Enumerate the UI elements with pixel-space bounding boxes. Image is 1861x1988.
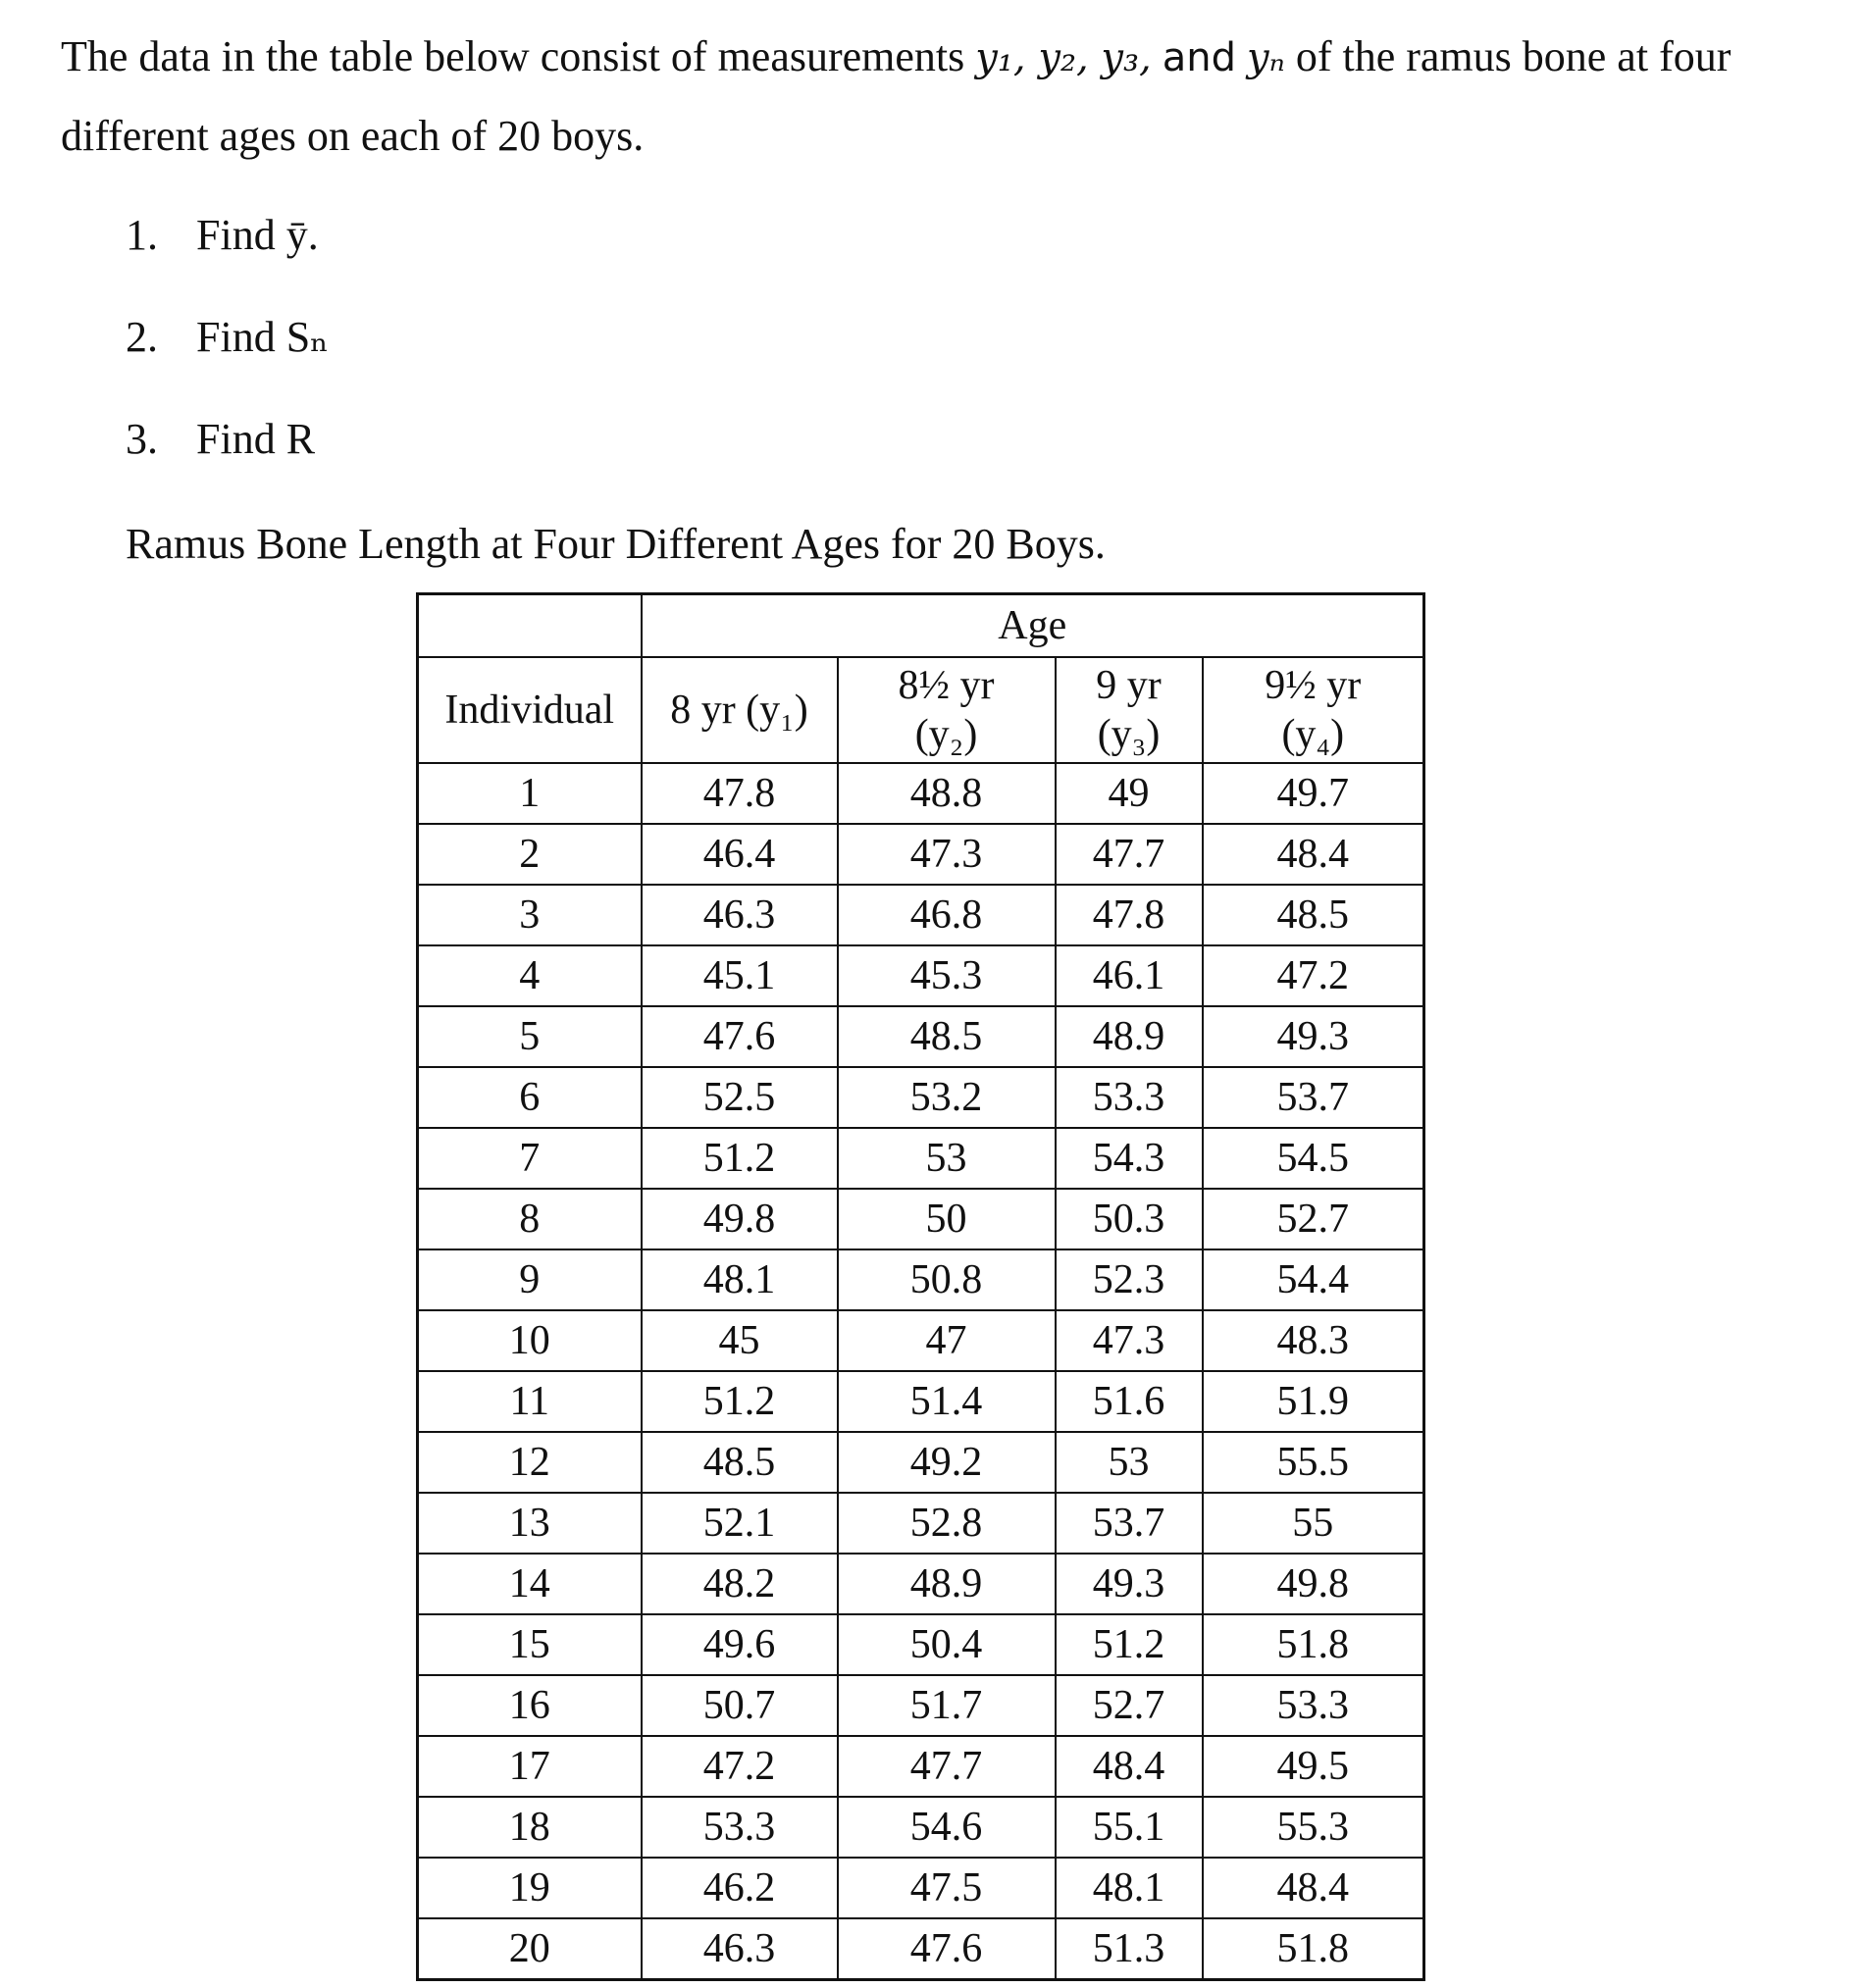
table-row [418, 1310, 1424, 1371]
cell-individual: 7 [418, 1128, 642, 1189]
table-row [418, 1736, 1424, 1797]
cell-individual: 10 [418, 1310, 642, 1371]
cell-9yr: 49.3 [1056, 1554, 1203, 1614]
cell-9-5yr: 52.7 [1203, 1189, 1424, 1249]
cell-individual: 5 [418, 1006, 642, 1067]
cell-9yr: 48.1 [1056, 1858, 1203, 1918]
cell-9yr: 55.1 [1056, 1797, 1203, 1858]
cell-individual: 11 [418, 1371, 642, 1432]
cell-8yr: 45 [642, 1310, 838, 1371]
cell-9yr: 46.1 [1056, 945, 1203, 1006]
table-row [418, 885, 1424, 945]
table-row [418, 763, 1424, 824]
table-caption: Ramus Bone Length at Four Different Ages for 20 Boys. [126, 520, 1106, 568]
cell-8yr: 52.5 [642, 1067, 838, 1128]
cell-9yr: 52.3 [1056, 1249, 1203, 1310]
cell-9yr: 47.3 [1056, 1310, 1203, 1371]
cell-9yr: 51.6 [1056, 1371, 1203, 1432]
cell-8yr: 51.2 [642, 1371, 838, 1432]
cell-individual: 1 [418, 763, 642, 824]
question-item [126, 201, 329, 303]
header-9-5yr-line1: 9½ yr [1265, 663, 1362, 708]
header-individual: Individual [418, 657, 642, 763]
cell-9-5yr: 47.2 [1203, 945, 1424, 1006]
cell-9yr: 51.2 [1056, 1614, 1203, 1675]
cell-9yr: 53.3 [1056, 1067, 1203, 1128]
cell-8-5yr: 51.4 [838, 1371, 1056, 1432]
cell-9-5yr: 48.3 [1203, 1310, 1424, 1371]
table-row [418, 1858, 1424, 1918]
cell-9yr: 48.4 [1056, 1736, 1203, 1797]
cell-9-5yr: 55.3 [1203, 1797, 1424, 1858]
header-9yr-line1: 9 yr [1096, 663, 1162, 708]
cell-9-5yr: 49.8 [1203, 1554, 1424, 1614]
header-8-5yr-line2: (y₂) [914, 712, 978, 757]
cell-individual: 20 [418, 1918, 642, 1980]
table-row [418, 1249, 1424, 1310]
cell-8yr: 49.8 [642, 1189, 838, 1249]
cell-9yr: 47.8 [1056, 885, 1203, 945]
cell-8-5yr: 50.8 [838, 1249, 1056, 1310]
header-9yr [1056, 657, 1203, 763]
cell-8-5yr: 54.6 [838, 1797, 1056, 1858]
header-9-5yr-line2: (y₄) [1281, 712, 1345, 757]
cell-9-5yr: 51.8 [1203, 1614, 1424, 1675]
table-group-header-row [418, 594, 1424, 658]
cell-9-5yr: 49.5 [1203, 1736, 1424, 1797]
cell-9yr: 50.3 [1056, 1189, 1203, 1249]
cell-9-5yr: 53.7 [1203, 1067, 1424, 1128]
cell-8yr: 45.1 [642, 945, 838, 1006]
table-row [418, 1493, 1424, 1554]
cell-9yr: 49 [1056, 763, 1203, 824]
cell-8-5yr: 53.2 [838, 1067, 1056, 1128]
table-row [418, 1554, 1424, 1614]
cell-8yr: 53.3 [642, 1797, 838, 1858]
intro-text-start: The data in the table below consist of measurements [61, 32, 976, 80]
question-number: 3. [126, 415, 158, 463]
cell-8-5yr: 49.2 [838, 1432, 1056, 1493]
cell-8yr: 48.5 [642, 1432, 838, 1493]
cell-9-5yr: 51.8 [1203, 1918, 1424, 1980]
header-9yr-line2: (y₃) [1097, 712, 1161, 757]
intro-text-end: of the ramus bone at four different ages on each of 20 boys. [61, 32, 1732, 160]
cell-individual: 12 [418, 1432, 642, 1493]
math-variables: y₁, y₂, y₃, [975, 35, 1152, 80]
header-8yr: 8 yr (y₁) [642, 657, 838, 763]
cell-8-5yr: 52.8 [838, 1493, 1056, 1554]
table-row [418, 1614, 1424, 1675]
table-row [418, 1797, 1424, 1858]
cell-8-5yr: 46.8 [838, 885, 1056, 945]
cell-individual: 19 [418, 1858, 642, 1918]
cell-individual: 2 [418, 824, 642, 885]
cell-8-5yr: 48.5 [838, 1006, 1056, 1067]
table-row [418, 1371, 1424, 1432]
cell-9-5yr: 54.5 [1203, 1128, 1424, 1189]
question-text: Find R [196, 415, 316, 463]
cell-8yr: 51.2 [642, 1128, 838, 1189]
cell-8yr: 47.8 [642, 763, 838, 824]
question-list [126, 201, 329, 507]
question-number: 2. [126, 313, 158, 361]
intro-and-word: and [1162, 35, 1237, 80]
cell-8yr: 46.4 [642, 824, 838, 885]
cell-8-5yr: 45.3 [838, 945, 1056, 1006]
header-8-5yr-line1: 8½ yr [898, 663, 995, 708]
table-row [418, 1189, 1424, 1249]
cell-8yr: 52.1 [642, 1493, 838, 1554]
cell-individual: 3 [418, 885, 642, 945]
cell-8-5yr: 53 [838, 1128, 1056, 1189]
cell-8yr: 48.2 [642, 1554, 838, 1614]
question-number: 1. [126, 211, 158, 259]
table-row [418, 1675, 1424, 1736]
cell-9-5yr: 49.3 [1203, 1006, 1424, 1067]
cell-8-5yr: 50 [838, 1189, 1056, 1249]
cell-8-5yr: 50.4 [838, 1614, 1056, 1675]
question-item [126, 303, 329, 405]
cell-9-5yr: 55.5 [1203, 1432, 1424, 1493]
table-row [418, 824, 1424, 885]
cell-8-5yr: 51.7 [838, 1675, 1056, 1736]
cell-individual: 16 [418, 1675, 642, 1736]
cell-9-5yr: 54.4 [1203, 1249, 1424, 1310]
cell-8yr: 48.1 [642, 1249, 838, 1310]
cell-8-5yr: 47.5 [838, 1858, 1056, 1918]
cell-9-5yr: 49.7 [1203, 763, 1424, 824]
cell-9yr: 52.7 [1056, 1675, 1203, 1736]
cell-9yr: 54.3 [1056, 1128, 1203, 1189]
cell-9yr: 51.3 [1056, 1918, 1203, 1980]
cell-8yr: 46.2 [642, 1858, 838, 1918]
cell-individual: 17 [418, 1736, 642, 1797]
table-header-row [418, 657, 1424, 763]
cell-individual: 15 [418, 1614, 642, 1675]
cell-individual: 8 [418, 1189, 642, 1249]
question-text: Find ȳ. [196, 211, 319, 259]
cell-individual: 13 [418, 1493, 642, 1554]
cell-8yr: 46.3 [642, 885, 838, 945]
cell-individual: 6 [418, 1067, 642, 1128]
cell-9-5yr: 51.9 [1203, 1371, 1424, 1432]
intro-paragraph [61, 18, 1827, 176]
cell-8yr: 49.6 [642, 1614, 838, 1675]
cell-9yr: 47.7 [1056, 824, 1203, 885]
cell-9yr: 53.7 [1056, 1493, 1203, 1554]
cell-individual: 9 [418, 1249, 642, 1310]
cell-individual: 4 [418, 945, 642, 1006]
cell-9-5yr: 55 [1203, 1493, 1424, 1554]
question-text: Find Sₙ [196, 313, 330, 361]
table-row [418, 1128, 1424, 1189]
age-group-header: Age [642, 594, 1424, 658]
cell-8yr: 47.2 [642, 1736, 838, 1797]
cell-8yr: 46.3 [642, 1918, 838, 1980]
header-9-5yr [1203, 657, 1424, 763]
data-table-container [416, 592, 1425, 1981]
table-row [418, 1432, 1424, 1493]
table-corner-cell [418, 594, 642, 658]
cell-8-5yr: 47 [838, 1310, 1056, 1371]
cell-8yr: 47.6 [642, 1006, 838, 1067]
cell-individual: 18 [418, 1797, 642, 1858]
cell-9-5yr: 53.3 [1203, 1675, 1424, 1736]
ramus-bone-table [416, 592, 1425, 1981]
question-item [126, 405, 329, 507]
cell-individual: 14 [418, 1554, 642, 1614]
cell-8-5yr: 48.9 [838, 1554, 1056, 1614]
cell-8yr: 50.7 [642, 1675, 838, 1736]
cell-9-5yr: 48.4 [1203, 1858, 1424, 1918]
table-row [418, 1006, 1424, 1067]
cell-8-5yr: 47.6 [838, 1918, 1056, 1980]
cell-9-5yr: 48.5 [1203, 885, 1424, 945]
cell-9yr: 48.9 [1056, 1006, 1203, 1067]
cell-9-5yr: 48.4 [1203, 824, 1424, 885]
cell-8-5yr: 47.3 [838, 824, 1056, 885]
cell-8-5yr: 47.7 [838, 1736, 1056, 1797]
table-row [418, 1067, 1424, 1128]
header-8-5yr [838, 657, 1056, 763]
cell-8-5yr: 48.8 [838, 763, 1056, 824]
table-row [418, 1918, 1424, 1980]
cell-9yr: 53 [1056, 1432, 1203, 1493]
table-row [418, 945, 1424, 1006]
math-yn: yₙ [1247, 35, 1285, 80]
